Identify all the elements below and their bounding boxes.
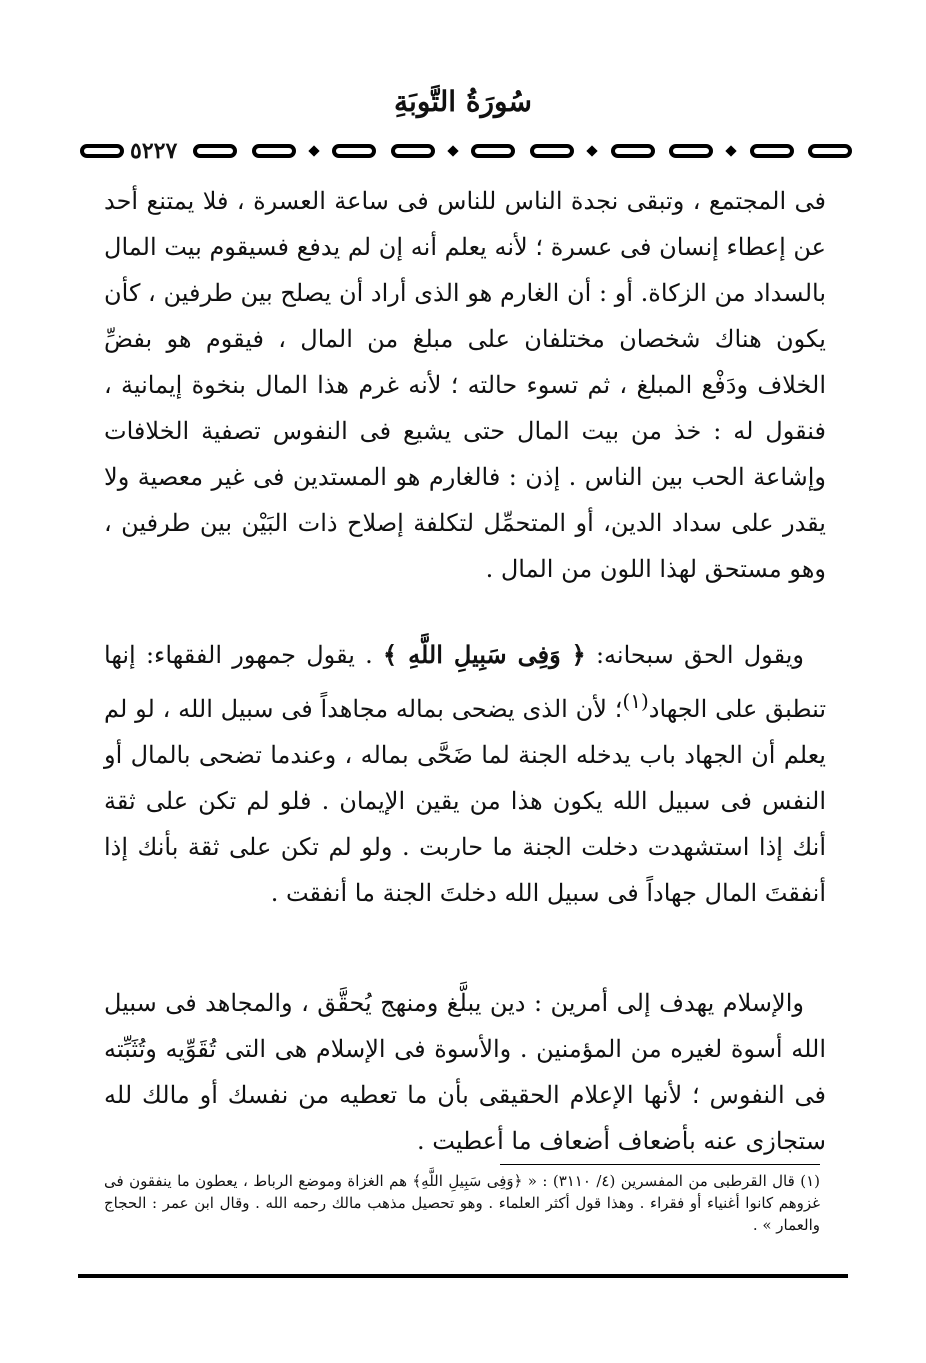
paragraph-text: فى المجتمع ، وتبقى نجدة الناس للناس فى ساعة العسرة ، فلا يمتنع أحد عن إعطاء إنسان فى عسرة ؛ لأنه يعلم أنه إن لم يدفع فسيقوم بيت المال بالسداد من الزكاة. أو : أن الغارم هو الذى أراد أن يصلح بين طرفين ، كأن يكون هناك شخصان مختلفان على مبلغ من المال ، فيقوم هو بفضِّ الخلاف ودَفْع المبلغ ، ثم تسوء حالته ؛ لأنه غرم هذا المال بنخوة إيمانية ، فنقول له : خذ من بيت المال حتى يشيع فى النفوس تصفية الخلافات وإشاعة الحب بين الناس . إذن : فالغارم هو المستدين فى غير معصية ولا يقدر على سداد الدين، أو المتحمِّل لتكلفة إصلاح ذات البَيْن بين طرفين ، وهو مستحق لهذا اللون من المال . [104, 187, 826, 583]
ornament-oval-icon [332, 144, 376, 158]
ornament-oval-icon [669, 144, 713, 158]
header-ornament-bar [80, 140, 852, 162]
ornament-oval-icon [611, 144, 655, 158]
paragraph-text: والإسلام يهدف إلى أمرين : دين يبلَّغ ومنهج يُحقَّق ، والمجاهد فى سبيل الله أسوة لغيره من المؤمنين . والأسوة فى الإسلام هى التى تُقَوِّيه وتُثَبِّته فى النفوس ؛ لأنها الإعلام الحقيقى بأن ما تعطيه من نفسك أو مالك لله ستجازى عنه بأضعاف أضعاف ما أعطيت . [104, 989, 826, 1155]
ornament-oval-icon [391, 144, 435, 158]
ornament-oval-icon [808, 144, 852, 158]
footnote-separator [500, 1164, 820, 1165]
ornament-oval-icon [252, 144, 296, 158]
footnote-marker: (١) [622, 689, 649, 713]
ornament-diamond-icon [447, 145, 458, 156]
page-number: ٥٢٢٧ [130, 138, 178, 164]
quran-verse: ﴿ وَفِى سَبِيلِ اللَّهِ ﴾ [383, 640, 586, 669]
ornament-oval-icon [750, 144, 794, 158]
footnote: (١) قال القرطبى من المفسرين (٤/ ٣١١٠) : « ﴿وَفِى سَبِيلِ اللَّهِ﴾ هم الغزاة وموضع الرباط ، يعطون ما ينفقون فى غزوهم كانوا أغنياء أو فقراء . وهذا قول أكثر العلماء . وهو تحصيل مذهب مالك رحمه الله . وقال ابن عمر : الحجاج والعمار » . [104, 1172, 820, 1234]
paragraph-continuation: . يقول جمهور الفقهاء: إنها تنطبق على الجهاد [104, 641, 826, 723]
ornament-chain [193, 140, 852, 162]
body-paragraph-3 [104, 980, 826, 1164]
body-paragraph-2 [104, 632, 826, 916]
ornament-diamond-icon [586, 145, 597, 156]
paragraph-rest: ؛ لأن الذى يضحى بماله مجاهداً فى سبيل الله ، لو لم يعلم أن الجهاد باب يدخله الجنة لما ضَحَّى بماله ، وعندما تضحى بالمال أو النفس فى سبيل الله يكون هذا من يقين الإيمان . فلو لم تكن على ثقة أنك إذا استشهدت دخلت الجنة ما حاربت . ولو لم تكن على ثقة بأنك إذا أنفقتَ المال جهاداً فى سبيل الله دخلتَ الجنة ما أنفقت . [104, 695, 826, 907]
surah-title: سُورَةُ التَّوبَةِ [394, 85, 532, 118]
paragraph-text [104, 632, 826, 916]
ornament-oval-icon [530, 144, 574, 158]
ornament-oval-icon [471, 144, 515, 158]
ornament-diamond-icon [308, 145, 319, 156]
ornament-diamond-icon [726, 145, 737, 156]
paragraph-intro: ويقول الحق سبحانه: [595, 641, 804, 669]
ornament-oval-icon [80, 144, 124, 158]
ornament-oval-icon [193, 144, 237, 158]
page-bottom-rule [78, 1274, 848, 1278]
body-paragraph-1 [104, 178, 826, 592]
